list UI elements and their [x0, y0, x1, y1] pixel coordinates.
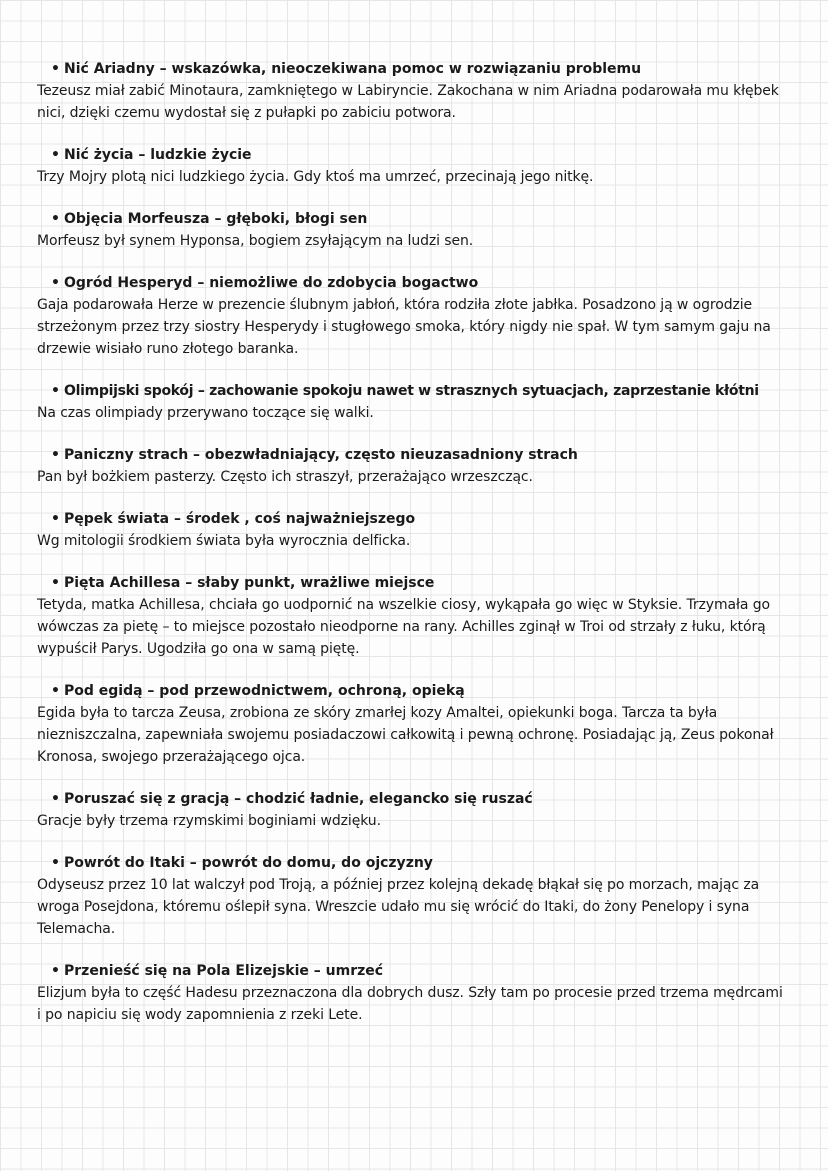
entry-description: Tetyda, matka Achillesa, chciała go uodpornić na wszelkie ciosy, wykąpała go więc w Styksie. Trzymała go wówczas za pietę – to miejsce pozostało nieodporne na rany. Achilles zginął w Troi od strzały z łuku, którą wypuścił Parys. Ugodziła go ona w samą piętę. [37, 597, 770, 657]
entry-term: Pępek świata – środek , coś najważniejszego [64, 511, 416, 527]
entry-description: Gracje były trzema rzymskimi boginiami wdzięku. [37, 813, 381, 829]
entry-term-line [37, 680, 788, 702]
entry-term-line [37, 380, 788, 402]
entry-term: Przenieść się na Pola Elizejskie – umrzeć [64, 963, 384, 979]
entry-term-line [37, 508, 788, 530]
entry-olimpijski-spokoj [37, 380, 788, 424]
entry-ogrod-hesperyd [37, 272, 788, 360]
bullet-icon: • [51, 147, 60, 163]
bullet-icon: • [51, 383, 60, 399]
bullet-icon: • [51, 447, 60, 463]
entry-term-line [37, 144, 788, 166]
entry-powrot-do-itaki [37, 852, 788, 940]
bullet-icon: • [51, 61, 60, 77]
entry-term: Pięta Achillesa – słaby punkt, wrażliwe miejsce [64, 575, 435, 591]
entry-pod-egida [37, 680, 788, 768]
entry-term: Paniczny strach – obezwładniający, często nieuzasadniony strach [64, 447, 578, 463]
entry-term-line [37, 272, 788, 294]
entry-term: Ogród Hesperyd – niemożliwe do zdobycia bogactwo [64, 275, 479, 291]
entry-term: Powrót do Itaki – powrót do domu, do ojczyzny [64, 855, 433, 871]
entry-term: Objęcia Morfeusza – głęboki, błogi sen [64, 211, 368, 227]
entry-term-line [37, 960, 788, 982]
entry-pepek-swiata [37, 508, 788, 552]
entry-term-line [37, 852, 788, 874]
entry-term-line [37, 572, 788, 594]
entry-pieta-achillesa [37, 572, 788, 660]
bullet-icon: • [51, 791, 60, 807]
entry-description: Tezeusz miał zabić Minotaura, zamkniętego w Labiryncie. Zakochana w nim Ariadna podarowała mu kłębek nici, dzięki czemu wydostał się z pułapki po zabiciu potwora. [37, 83, 779, 121]
entry-term-line [37, 444, 788, 466]
entry-description: Gaja podarowała Herze w prezencie ślubnym jabłoń, która rodziła złote jabłka. Posadzono ją w ogrodzie strzeżonym przez trzy siostry Hesperydy i stugłowego smoka, który nigdy nie spał. W tym samym gaju na drzewie wisiało runo złotego baranka. [37, 297, 771, 357]
entry-term: Nić życia – ludzkie życie [64, 147, 252, 163]
entry-paniczny-strach [37, 444, 788, 488]
entry-poruszac-sie-z-gracja [37, 788, 788, 832]
entry-description: Elizjum była to część Hadesu przeznaczona dla dobrych dusz. Szły tam po procesie przed trzema mędrcami i po napiciu się wody zapomnienia z rzeki Lete. [37, 985, 783, 1023]
bullet-icon: • [51, 683, 60, 699]
entry-term-line [37, 788, 788, 810]
bullet-icon: • [51, 963, 60, 979]
entry-description: Na czas olimpiady przerywano toczące się walki. [37, 405, 374, 421]
entry-description: Wg mitologii środkiem świata była wyrocznia delficka. [37, 533, 411, 549]
entry-nic-ariadny [37, 58, 788, 124]
entry-description: Morfeusz był synem Hyponsa, bogiem zsyłającym na ludzi sen. [37, 233, 474, 249]
entry-description: Pan był bożkiem pasterzy. Często ich straszył, przerażająco wrzeszcząc. [37, 469, 533, 485]
entry-description: Trzy Mojry plotą nici ludzkiego życia. Gdy ktoś ma umrzeć, przecinają jego nitkę. [37, 169, 594, 185]
entry-term: Pod egidą – pod przewodnictwem, ochroną, opieką [64, 683, 465, 699]
entry-term: Poruszać się z gracją – chodzić ładnie, elegancko się ruszać [64, 791, 533, 807]
entry-term-line [37, 208, 788, 230]
entry-objecia-morfeusza [37, 208, 788, 252]
bullet-icon: • [51, 211, 60, 227]
entry-term: Nić Ariadny – wskazówka, nieoczekiwana pomoc w rozwiązaniu problemu [64, 61, 642, 77]
bullet-icon: • [51, 275, 60, 291]
bullet-icon: • [51, 855, 60, 871]
entry-term: Olimpijski spokój – zachowanie spokoju nawet w strasznych sytuacjach, zaprzestanie kłótni [64, 383, 759, 399]
entry-pola-elizejskie [37, 960, 788, 1026]
entry-term-line [37, 58, 788, 80]
entry-nic-zycia [37, 144, 788, 188]
entry-description: Odyseusz przez 10 lat walczył pod Troją, a później przez kolejną dekadę błąkał się po morzach, mając za wroga Posejdona, któremu oślepił syna. Wreszcie udało mu się wrócić do Itaki, do żony Penelopy i syna Telemacha. [37, 877, 760, 937]
entry-description: Egida była to tarcza Zeusa, zrobiona ze skóry zmarłej kozy Amaltei, opiekunki boga. Tarcza ta była niezniszczalna, zapewniała swojemu posiadaczowi całkowitą i pewną ochronę. Posiadając ją, Zeus pokonał Kronosa, swojego przerażającego ojca. [37, 705, 774, 765]
bullet-icon: • [51, 511, 60, 527]
bullet-icon: • [51, 575, 60, 591]
